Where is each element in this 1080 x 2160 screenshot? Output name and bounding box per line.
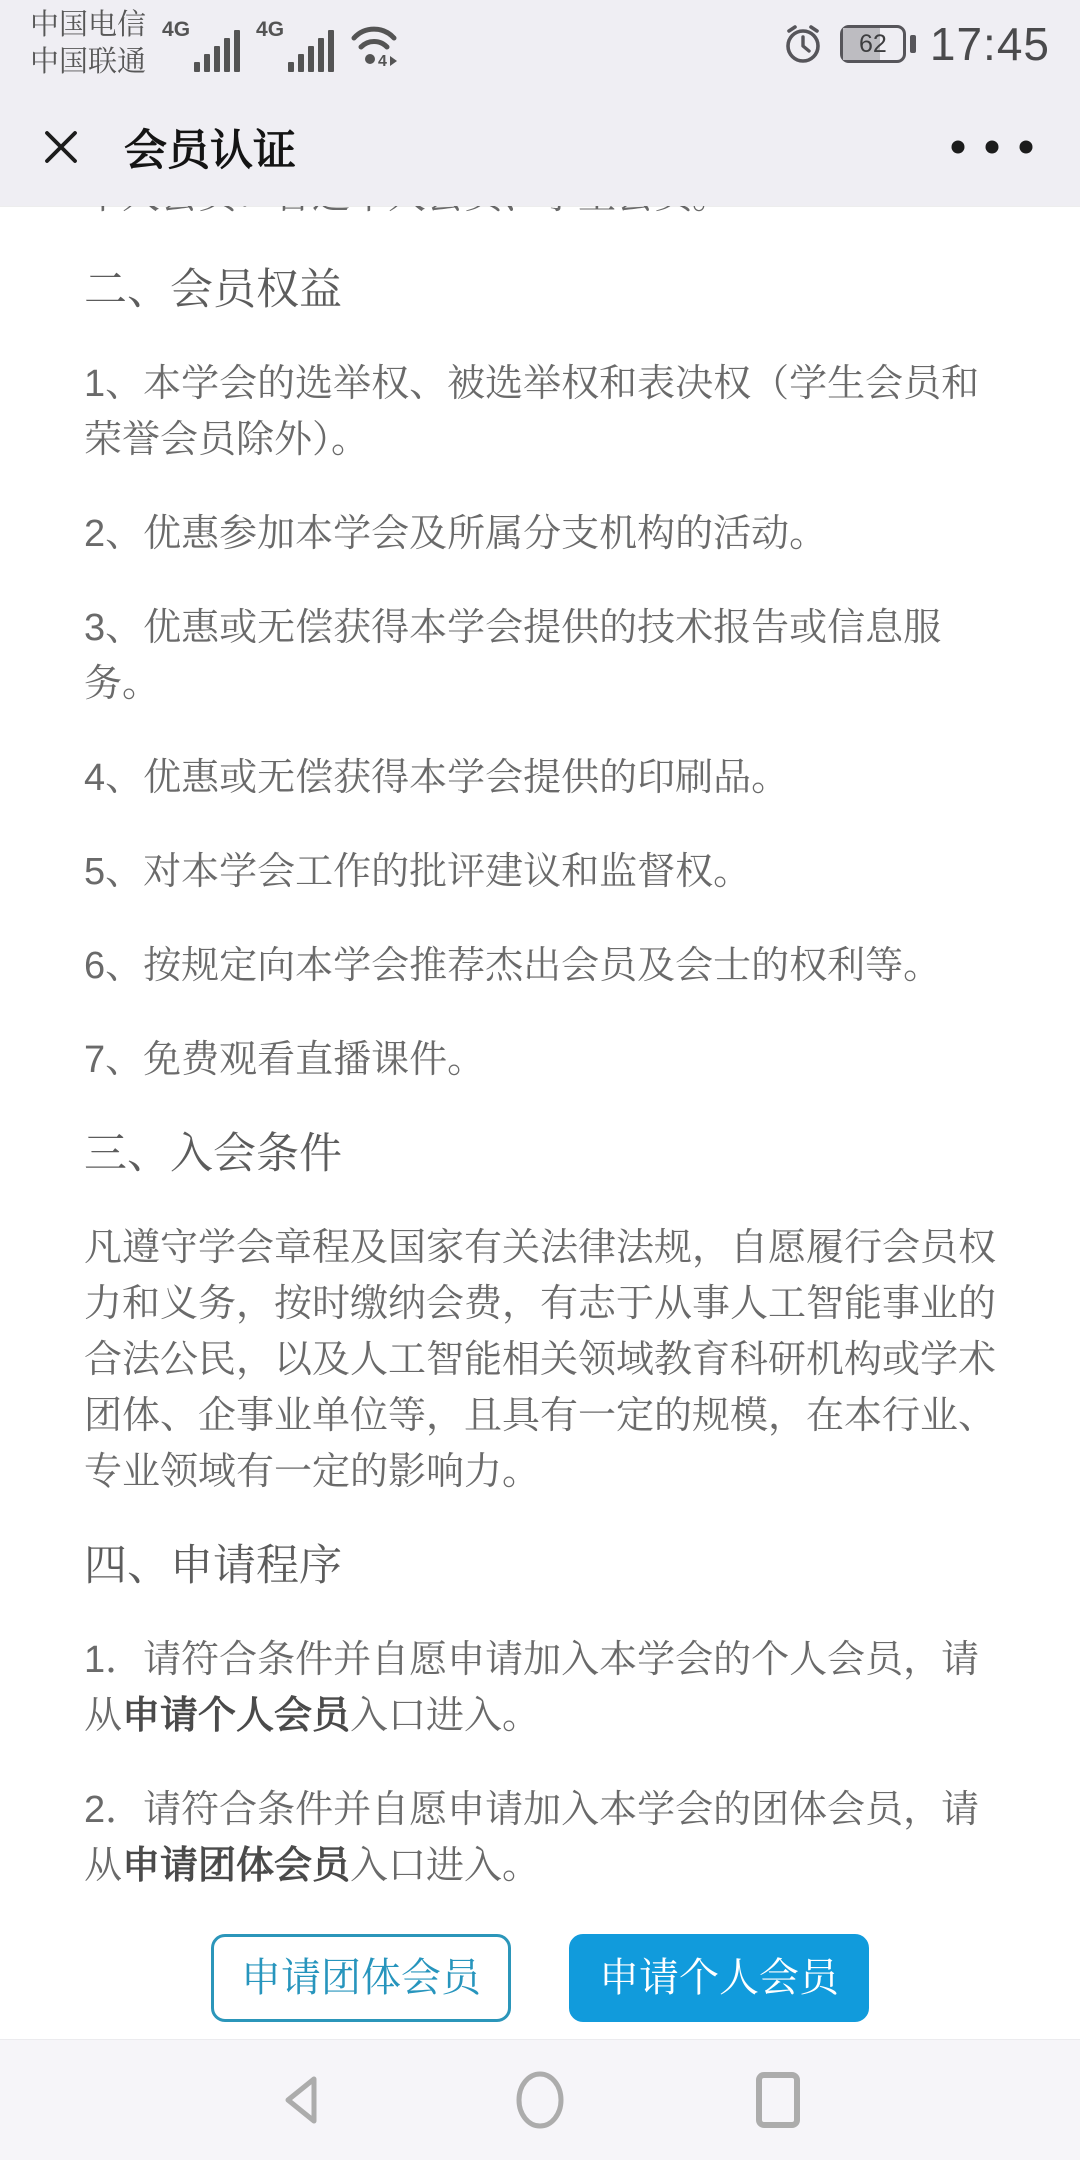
- webview-header: [0, 88, 1080, 206]
- join-conditions-paragraph: 凡遵守学会章程及国家有关法律法规，自愿履行会员权力和义务，按时缴纳会费，有志于从事人工智能事业的合法公民，以及人工智能相关领域教育科研机构或学术团体、企事业单位等，且具有一定的规模，在本行业、专业领域有一定的影响力。: [84, 1227, 997, 1493]
- battery-icon: [840, 25, 906, 63]
- signal-bars-icon: [288, 30, 334, 72]
- article-content: [0, 168, 1080, 2002]
- procedure-text: 2．请符合条件并自愿申请加入本学会的团体会员，请从: [84, 1789, 980, 1887]
- signal-bars-icon: [194, 30, 240, 72]
- benefit-item: 3、优惠或无偿获得本学会提供的技术报告或信息服务。: [84, 607, 942, 705]
- network-type-label-1: 4G: [162, 18, 191, 41]
- back-triangle-icon[interactable]: [274, 2070, 330, 2130]
- benefit-item: 1、本学会的选举权、被选举权和表决权（学生会员和荣誉会员除外）。: [84, 363, 980, 461]
- section-heading-member-benefits: 二、会员权益: [84, 266, 342, 314]
- android-nav-bar: [0, 2039, 1080, 2160]
- apply-button-row: [84, 1934, 996, 2022]
- ellipsis-menu-icon[interactable]: [942, 127, 1042, 167]
- section-heading-join-conditions: 三、入会条件: [84, 1130, 342, 1178]
- apply-personal-member-button[interactable]: 申请个人会员: [569, 1934, 869, 2022]
- procedure-bold-group: 申请团体会员: [122, 1845, 351, 1887]
- benefit-item: 2、优惠参加本学会及所属分支机构的活动。: [84, 513, 828, 555]
- carrier-2: 中国联通: [30, 46, 147, 78]
- status-time: 17:45: [929, 18, 1050, 70]
- procedure-bold-personal: 申请个人会员: [122, 1695, 351, 1737]
- status-bar-right: [780, 17, 1050, 71]
- carrier-1: 中国电信: [30, 9, 147, 41]
- procedure-text: 入口进入。: [350, 1695, 541, 1737]
- carrier-names: [30, 7, 146, 81]
- wifi-icon: [348, 18, 400, 70]
- close-icon[interactable]: [38, 124, 84, 170]
- alarm-clock-icon: [780, 21, 826, 67]
- apply-group-member-button[interactable]: 申请团体会员: [211, 1934, 511, 2022]
- network-type-label-2: 4G: [256, 18, 285, 41]
- page-title: 会员认证: [124, 126, 296, 175]
- battery-nub: [910, 35, 916, 53]
- procedure-item: [84, 1782, 996, 1894]
- procedure-text: 1．请符合条件并自愿申请加入本学会的个人会员，请从: [84, 1639, 980, 1737]
- benefit-item: 7、免费观看直播课件。: [84, 1039, 486, 1081]
- recents-square-icon[interactable]: [750, 2070, 806, 2130]
- benefit-item: 4、优惠或无偿获得本学会提供的印刷品。: [84, 757, 790, 799]
- status-bar: [0, 0, 1080, 88]
- cellular-signal-2: [256, 16, 334, 72]
- procedure-item: [84, 1632, 996, 1744]
- home-circle-icon[interactable]: [512, 2070, 568, 2130]
- section-heading-apply-procedure: 四、申请程序: [84, 1542, 342, 1590]
- svg-text:4: 4: [378, 53, 387, 70]
- cellular-signal-1: [162, 16, 240, 72]
- battery-percent: 62: [858, 29, 887, 58]
- procedure-text: 入口进入。: [350, 1845, 541, 1887]
- benefit-item: 6、按规定向本学会推荐杰出会员及会士的权利等。: [84, 945, 942, 987]
- benefit-item: 5、对本学会工作的批评建议和监督权。: [84, 851, 752, 893]
